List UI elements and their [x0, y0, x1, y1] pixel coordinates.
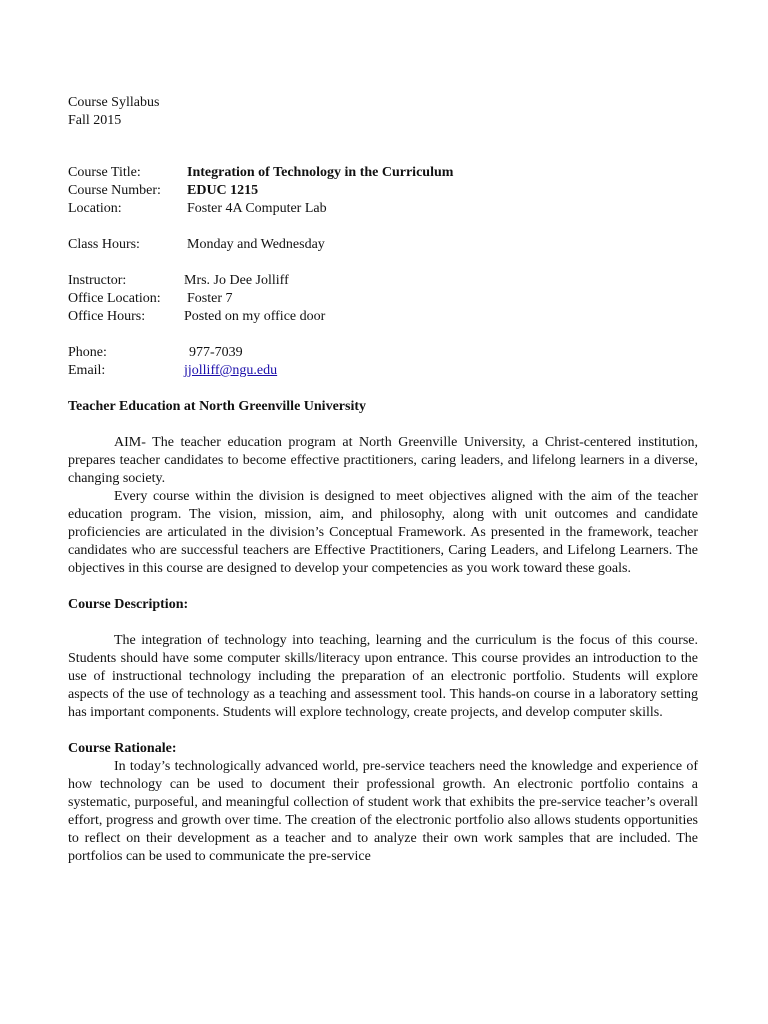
rationale-paragraph: In today’s technologically advanced world, pre-service teachers need the knowledge and experience of how technology can be used to document their professional growth. An electronic portfolio contains a systematic, purposeful, and meaningful collection of student work that exhibits the pre-service teacher’s overall effort, progress and growth over time. The creation of the electronic portfolio also allows students opportunities to reflect on their development as a teacher and to analyze their own work samples that are included. The portfolios can be used to communicate the pre-service: [68, 759, 698, 864]
phone-value: 977-7039: [189, 345, 243, 360]
course-number-row: [68, 182, 698, 200]
course-number-value: EDUC 1215: [187, 183, 259, 198]
instructor-row: [68, 272, 698, 290]
phone-row: [68, 344, 698, 362]
office-location-row: [68, 290, 698, 308]
course-description-body: [68, 632, 698, 722]
aim-paragraph: AIM- The teacher education program at North Greenville University, a Christ-centered institution, prepares teacher candidates to become effective practitioners, caring leaders, and lifelong learners in a diverse, changing society.: [68, 435, 698, 486]
office-location-value: Foster 7: [187, 291, 233, 306]
location-label: Location:: [68, 201, 122, 216]
office-hours-row: [68, 308, 698, 326]
location-row: [68, 200, 698, 218]
document-term: Fall 2015: [68, 113, 122, 128]
course-number-label: Course Number:: [68, 183, 161, 198]
document-title: Course Syllabus: [68, 95, 160, 110]
class-hours-row: [68, 236, 698, 254]
objectives-paragraph: Every course within the division is designed to meet objectives aligned with the aim of the teacher education program. The vision, mission, aim, and philosophy, along with unit outcomes and candidate proficiencies are articulated in the division’s Conceptual Framework. As presented in the framework, teacher candidates who are successful teachers are Effective Practitioners, Caring Leaders, and Lifelong Learners. The objectives in this course are designed to develop your competencies as you work toward these goals.: [68, 489, 698, 576]
class-hours-value: Monday and Wednesday: [187, 237, 325, 252]
syllabus-page: [68, 94, 698, 866]
course-title-row: [68, 164, 698, 182]
email-link[interactable]: jjolliff@ngu.edu: [184, 363, 278, 378]
office-hours-value: Posted on my office door: [184, 309, 326, 324]
course-description-heading: Course Description:: [68, 597, 189, 612]
location-value: Foster 4A Computer Lab: [187, 201, 327, 216]
email-label: Email:: [68, 363, 106, 378]
course-rationale-body: [68, 758, 698, 866]
teacher-education-heading: Teacher Education at North Greenville University: [68, 399, 366, 414]
description-paragraph: The integration of technology into teaching, learning and the curriculum is the focus of this course. Students should have some computer skills/literacy upon entrance. This course provides an introduction to the use of instructional technology including the preparation of an electronic portfolio. Students will explore aspects of the use of technology as a teaching and assessment tool. This hands-on course in a laboratory setting has important components. Students will explore technology, create projects, and develop computer skills.: [68, 633, 698, 720]
office-location-label: Office Location:: [68, 291, 161, 306]
office-hours-label: Office Hours:: [68, 309, 146, 324]
course-title-value: Integration of Technology in the Curriculum: [187, 165, 454, 180]
class-hours-label: Class Hours:: [68, 237, 140, 252]
email-row: [68, 362, 698, 380]
course-rationale-heading: Course Rationale:: [68, 741, 177, 756]
phone-label: Phone:: [68, 345, 107, 360]
instructor-value: Mrs. Jo Dee Jolliff: [184, 273, 289, 288]
instructor-label: Instructor:: [68, 273, 127, 288]
course-title-label: Course Title:: [68, 165, 141, 180]
teacher-education-body: [68, 434, 698, 578]
